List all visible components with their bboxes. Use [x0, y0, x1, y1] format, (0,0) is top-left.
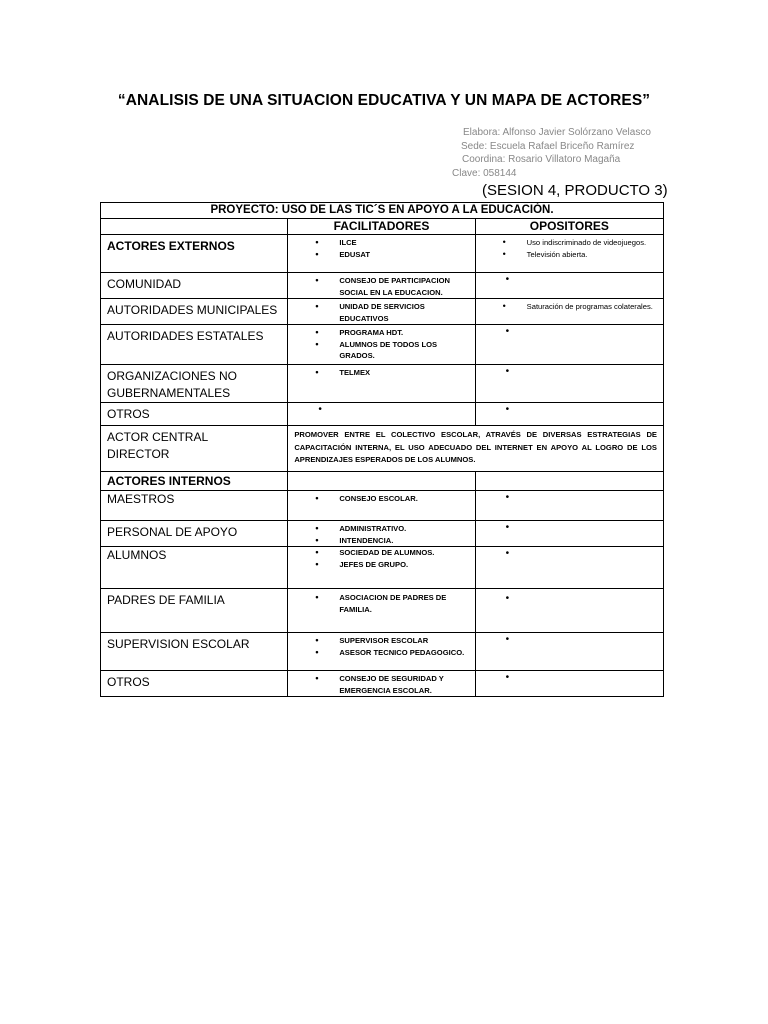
empty-header-cell: [101, 219, 288, 235]
empty-bullet: [476, 671, 663, 683]
column-header-row: [101, 219, 664, 235]
row-label: PADRES DE FAMILIA: [101, 589, 288, 633]
opositores-cell: [475, 547, 663, 589]
table-row: [101, 299, 664, 325]
facilitadores-cell: [288, 365, 475, 403]
opositores-cell: [475, 365, 663, 403]
header-facilitadores: FACILITADORES: [288, 219, 475, 235]
row-label: MAESTROS: [101, 491, 288, 521]
empty-bullet: [476, 592, 663, 604]
opositores-cell: [475, 491, 663, 521]
table-row: [101, 671, 664, 697]
list-item: • Saturación de programas colaterales.: [476, 301, 663, 313]
actor-central-text: PROMOVER ENTRE EL COLECTIVO ESCOLAR, ATRAVÉS DE DIVERSAS ESTRATEGIAS DE CAPACITACIÓN INTERNA, EL USO ADECUADO DEL INTERNET EN APOYO AL LOGRO DE LOS APRENDIZAJES ESPERADOS DE LOS ALUMNOS.: [288, 426, 664, 472]
school-line: Sede: Escuela Rafael Briceño Ramírez: [461, 141, 635, 152]
row-label: ORGANIZACIONES NO GUBERNAMENTALES: [101, 365, 288, 403]
session-label: (SESION 4, PRODUCTO 3): [482, 182, 668, 199]
opositores-cell: [475, 671, 663, 697]
list-item: • PROGRAMA HDT.: [288, 327, 474, 339]
table-row: [101, 325, 664, 365]
opositores-cell: [475, 299, 663, 325]
table-row: [101, 633, 664, 671]
empty-bullet: [476, 521, 663, 533]
list-item: • CONSEJO DE PARTICIPACION SOCIAL EN LA EDUCACION.: [288, 275, 474, 298]
row-label: OTROS: [101, 403, 288, 426]
empty-bullet: [476, 273, 663, 285]
table-row: [101, 491, 664, 521]
project-title: PROYECTO: USO DE LAS TIC´S EN APOYO A LA EDUCACIÓN.: [101, 203, 664, 219]
facilitadores-cell: [288, 235, 475, 273]
list-item: • ASESOR TECNICO PEDAGOGICO.: [288, 647, 474, 659]
list-item: • ADMINISTRATIVO.: [288, 523, 474, 535]
facilitadores-cell: [288, 403, 475, 426]
opositores-cell: [475, 472, 663, 491]
coordinator-line: Coordina: Rosario Villatoro Magaña: [462, 154, 621, 165]
row-label: PERSONAL DE APOYO: [101, 521, 288, 547]
actor-central-line2: DIRECTOR: [107, 447, 170, 461]
actor-central-line1: ACTOR CENTRAL: [107, 430, 209, 444]
code-line: Clave: 058144: [452, 168, 517, 179]
facilitadores-cell: [288, 491, 475, 521]
facilitadores-cell: [288, 273, 475, 299]
facilitadores-cell: [288, 472, 475, 491]
row-label: ACTORES EXTERNOS: [101, 235, 288, 273]
facilitadores-cell: [288, 299, 475, 325]
facilitadores-cell: [288, 671, 475, 697]
header-opositores: OPOSITORES: [475, 219, 663, 235]
row-label: AUTORIDADES ESTATALES: [101, 325, 288, 365]
list-item: • UNIDAD DE SERVICIOS EDUCATIVOS: [288, 301, 474, 324]
facilitadores-cell: [288, 589, 475, 633]
actors-map-table: [100, 202, 664, 697]
row-label: SUPERVISION ESCOLAR: [101, 633, 288, 671]
project-row: [101, 203, 664, 219]
opositores-cell: [475, 521, 663, 547]
table-row: [101, 365, 664, 403]
empty-bullet: [476, 403, 663, 415]
author-line: Elabora: Alfonso Javier Solórzano Velasco: [463, 127, 651, 138]
facilitadores-cell: [288, 325, 475, 365]
opositores-cell: [475, 235, 663, 273]
empty-bullet: [476, 325, 663, 337]
row-label: OTROS: [101, 671, 288, 697]
list-item: • JEFES DE GRUPO.: [288, 559, 474, 571]
empty-bullet: [476, 633, 663, 645]
opositores-cell: [475, 403, 663, 426]
list-item: • TELMEX: [288, 367, 474, 379]
list-item: • CONSEJO DE SEGURIDAD Y EMERGENCIA ESCOLAR.: [288, 673, 474, 696]
table-row: [101, 426, 664, 472]
list-item: • ILCE: [288, 237, 474, 249]
table-row: [101, 235, 664, 273]
opositores-cell: [475, 273, 663, 299]
list-item: • ALUMNOS DE TODOS LOS GRADOS.: [288, 339, 474, 362]
empty-bullet: [288, 403, 474, 415]
list-item: • CONSEJO ESCOLAR.: [288, 493, 474, 505]
table-row: [101, 547, 664, 589]
list-item: • INTENDENCIA.: [288, 535, 474, 547]
facilitadores-cell: [288, 547, 475, 589]
list-item: • EDUSAT: [288, 249, 474, 261]
row-label: AUTORIDADES MUNICIPALES: [101, 299, 288, 325]
list-item: • Uso indiscriminado de videojuegos.: [476, 237, 663, 249]
empty-bullet: [476, 365, 663, 377]
opositores-cell: [475, 325, 663, 365]
table-row: [101, 521, 664, 547]
table-row: [101, 472, 664, 491]
row-label: COMUNIDAD: [101, 273, 288, 299]
table-row: [101, 403, 664, 426]
list-item: • Televisión abierta.: [476, 249, 663, 261]
actor-central-label: [101, 426, 288, 472]
opositores-cell: [475, 633, 663, 671]
table-row: [101, 589, 664, 633]
empty-bullet: [476, 547, 663, 559]
list-item: • SUPERVISOR ESCOLAR: [288, 635, 474, 647]
row-label: ACTORES INTERNOS: [101, 472, 288, 491]
list-item: • SOCIEDAD DE ALUMNOS.: [288, 547, 474, 559]
empty-bullet: [476, 491, 663, 503]
table-row: [101, 273, 664, 299]
opositores-cell: [475, 589, 663, 633]
row-label: ALUMNOS: [101, 547, 288, 589]
facilitadores-cell: [288, 633, 475, 671]
facilitadores-cell: [288, 521, 475, 547]
list-item: • ASOCIACION DE PADRES DE FAMILIA.: [288, 592, 474, 615]
document-title: “ANALISIS DE UNA SITUACION EDUCATIVA Y UN MAPA DE ACTORES”: [117, 92, 651, 109]
